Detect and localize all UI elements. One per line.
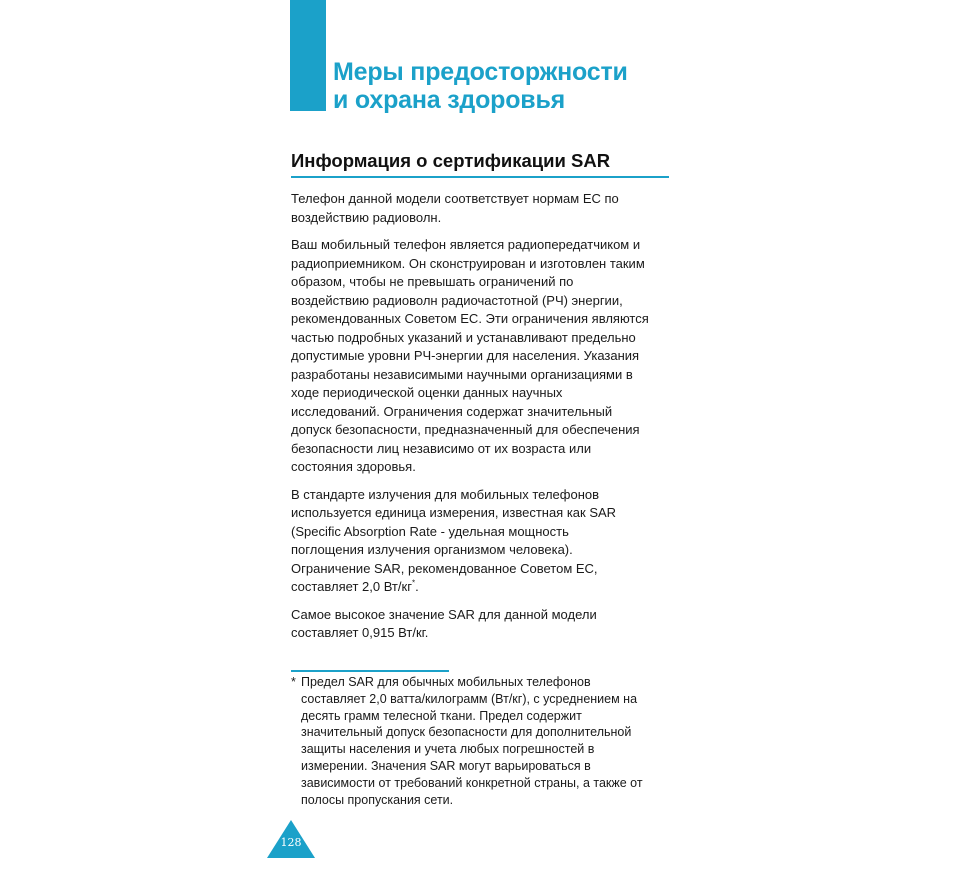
section-heading: Информация о сертификации SAR	[291, 150, 669, 178]
text-line: Ваш мобильный телефон является радиопередатчиком и	[291, 237, 641, 252]
footnote-line: измерении. Значения SAR могут варьироваться в	[301, 758, 591, 773]
text-line: состояния здоровья.	[291, 459, 416, 474]
text-line: разработаны независимыми научными организациями в	[291, 366, 633, 382]
footnote-line: Предел SAR для обычных мобильных телефонов	[301, 675, 591, 689]
page-number-badge	[267, 820, 315, 858]
text-line: (Specific Absorption Rate - удельная мощность	[291, 523, 569, 539]
footnote-body	[301, 674, 676, 808]
text-line: образом, чтобы не превышать ограничений по	[291, 274, 574, 289]
text-line: допустимые уровни РЧ-энергии для населения. Указания	[291, 348, 640, 363]
text-line: Самое высокое значение SAR для данной модели	[291, 606, 597, 622]
footnote-reference: *	[411, 578, 416, 588]
text-line: исследований. Ограничения содержат значительный	[291, 403, 613, 419]
text-fragment: .	[415, 579, 419, 594]
footnote	[291, 674, 676, 808]
text-line: радиоприемником. Он сконструирован и изготовлен таким	[291, 255, 645, 271]
footnote-line: полосы пропускания сети.	[301, 792, 454, 807]
text-line: безопасности лиц независимо от их возраста или	[291, 440, 592, 456]
paragraph-2	[291, 236, 676, 477]
chapter-title-line-1: Меры предосторжности	[333, 58, 628, 86]
footnote-line: значительный допуск безопасности для дополнительной	[301, 725, 632, 740]
body-text	[291, 190, 676, 652]
text-line: Телефон данной модели соответствует нормам ЕС по	[291, 191, 619, 206]
text-line: Ограничение SAR, рекомендованное Советом ЕС,	[291, 560, 598, 576]
text-line: используется единица измерения, известная как SAR	[291, 505, 617, 520]
footnote-line: десять грамм телесной ткани. Предел содержит	[301, 708, 582, 723]
text-line: воздействию радиоволн.	[291, 209, 442, 225]
text-line: рекомендованных Советом ЕС. Эти ограничения являются	[291, 311, 649, 326]
text-line: В стандарте излучения для мобильных телефонов	[291, 486, 600, 502]
text-line: частью подробных указаний и устанавливают предельно	[291, 329, 636, 345]
footnote-line: составляет 2,0 ватта/килограмм (Вт/кг), с усреднением на	[301, 691, 638, 706]
chapter-title	[333, 58, 733, 114]
paragraph-4	[291, 606, 676, 643]
page-number: 128	[280, 836, 302, 849]
footnote-line: защиты населения и учета любых погрешностей в	[301, 742, 595, 757]
text-line: составляет 0,915 Вт/кг.	[291, 625, 429, 640]
text-line: поглощения излучения организмом человека).	[291, 542, 573, 557]
text-fragment: составляет 2,0 Вт/кг	[291, 579, 412, 594]
text-line: ходе периодической оценки данных научных	[291, 385, 563, 400]
paragraph-3	[291, 486, 676, 597]
footnote-line: зависимости от требований конкретной страны, а также от	[301, 775, 643, 790]
footnote-marker: *	[291, 675, 296, 689]
header-accent-bar	[290, 0, 326, 111]
paragraph-1	[291, 190, 676, 227]
text-line: допуск безопасности, предназначенный для обеспечения	[291, 422, 640, 437]
chapter-title-line-2: и охрана здоровья	[333, 86, 566, 114]
text-line: воздействию радиоволн радиочастотной (РЧ) энергии,	[291, 292, 623, 308]
text-line	[291, 578, 676, 597]
footnote-divider	[291, 670, 449, 672]
